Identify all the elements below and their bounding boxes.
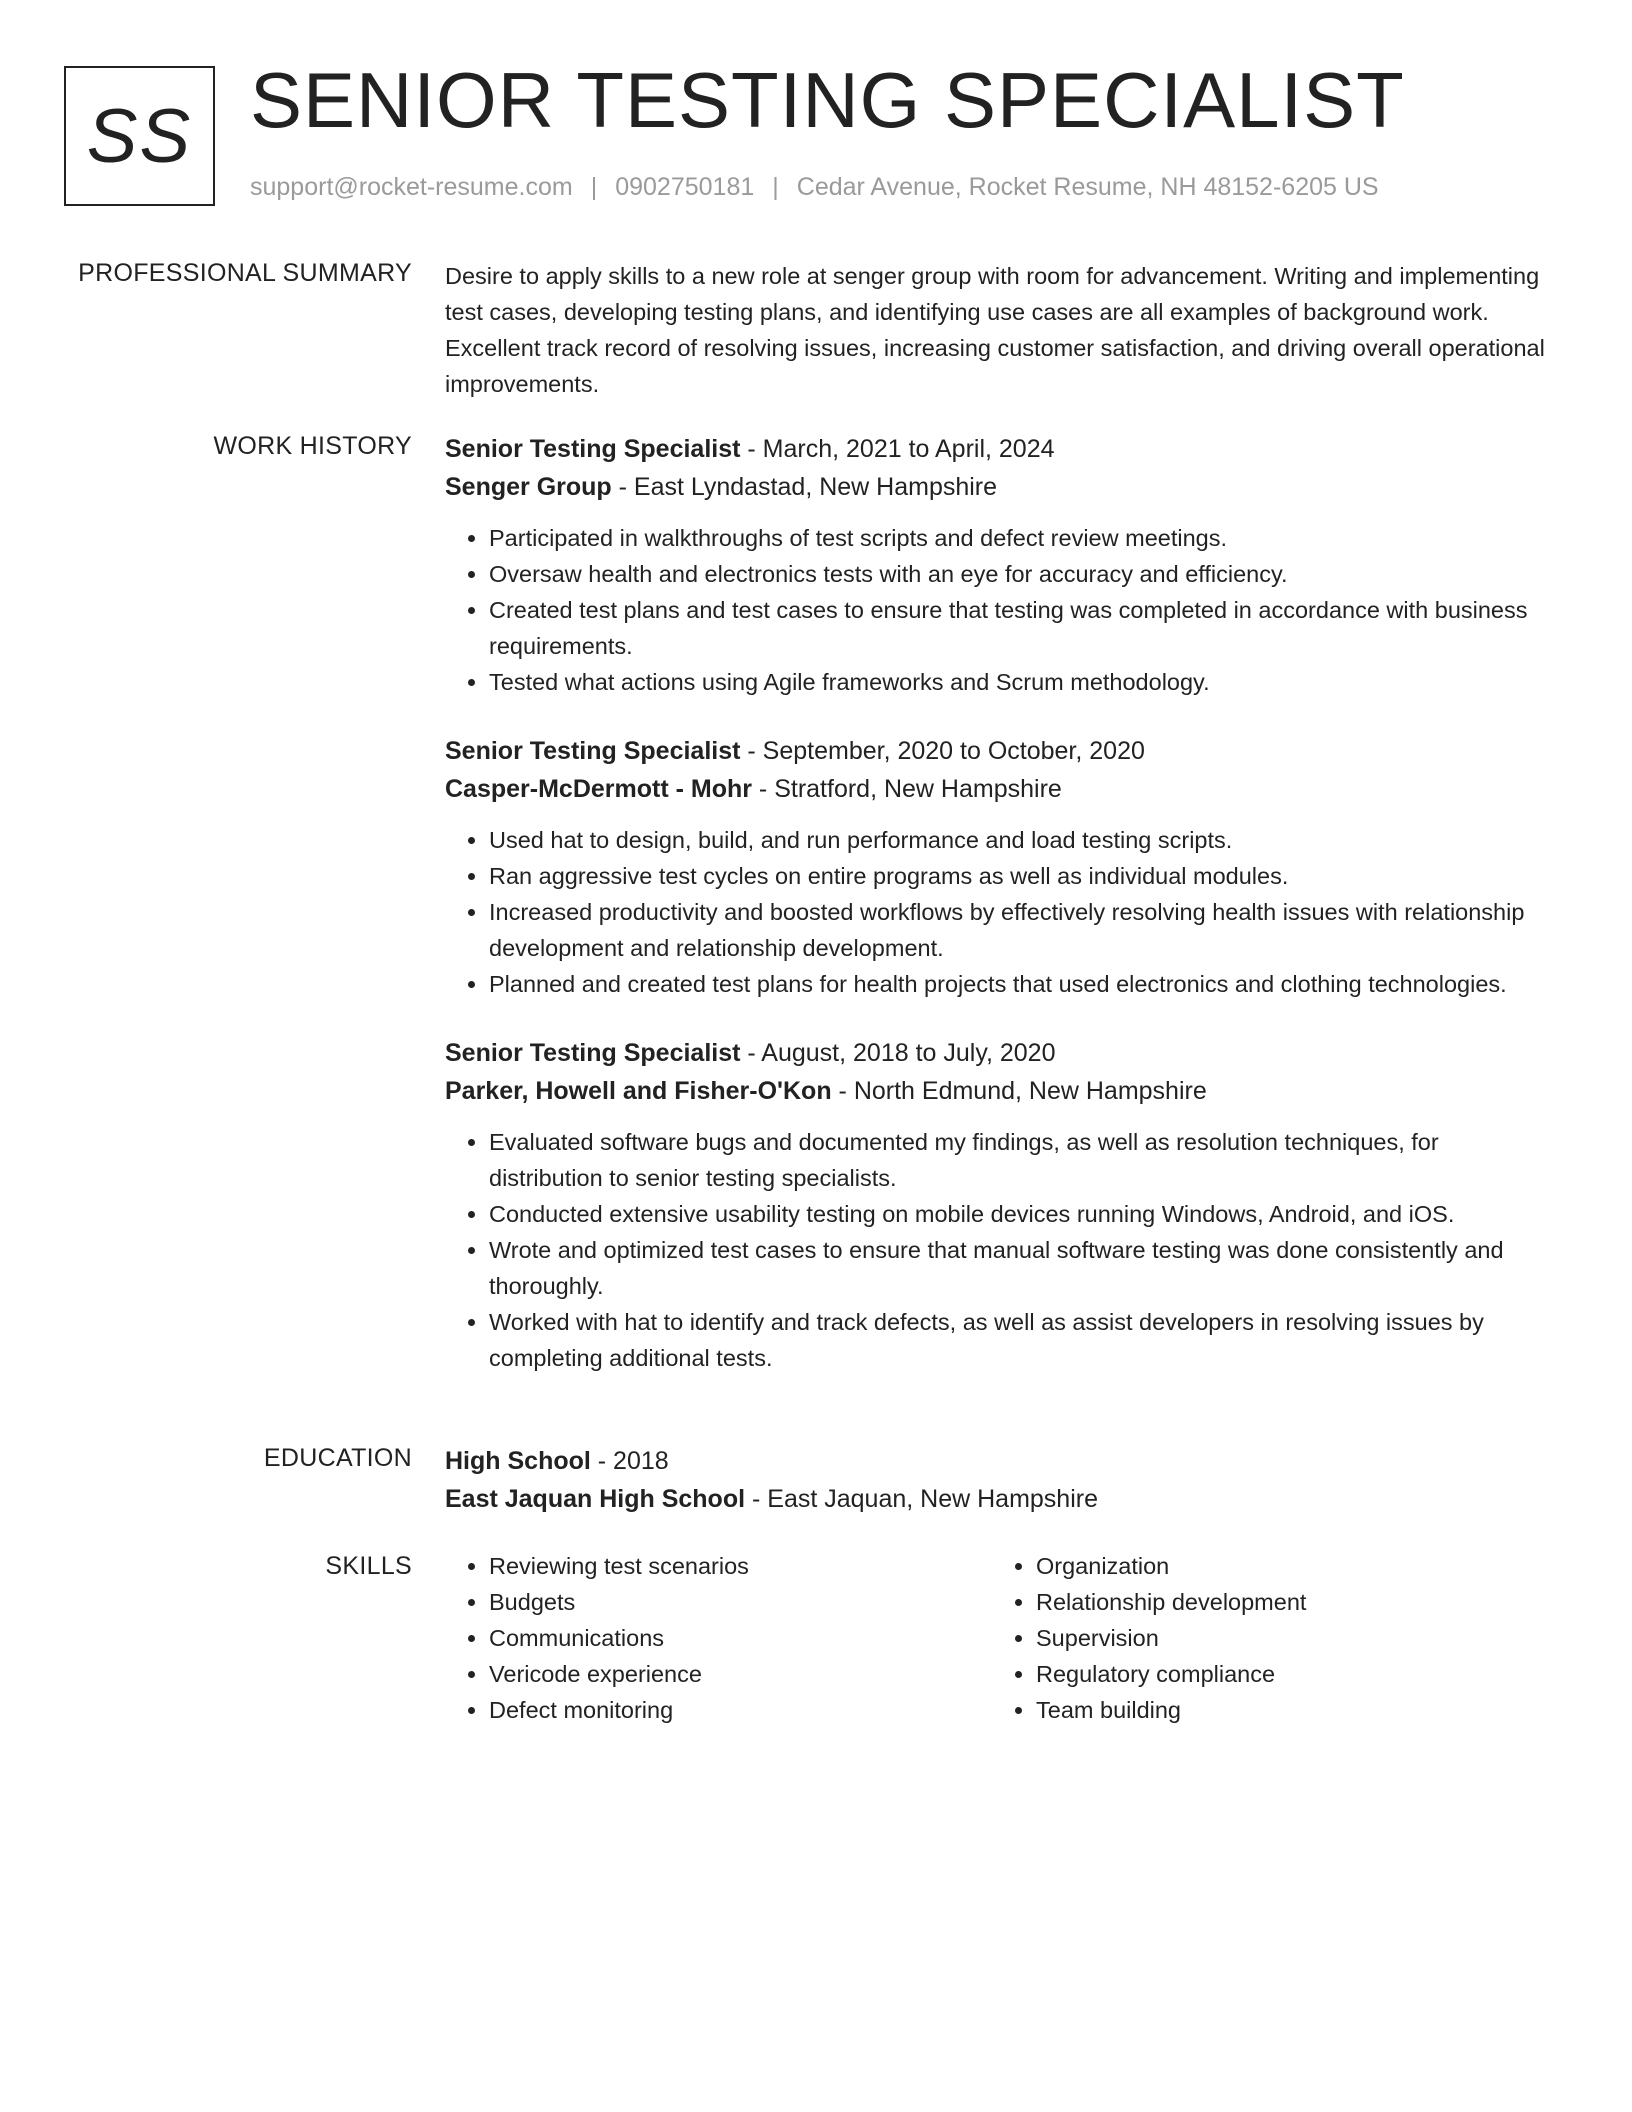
skill-item: • Vericode experience [489,1656,992,1692]
summary-label: PROFESSIONAL SUMMARY [78,259,412,287]
job-title-line [445,1034,1545,1072]
job-company: Casper-McDermott - Mohr [445,775,752,803]
job-bullet: • Created test plans and test cases to ensure that testing was completed in accordance with business requirements. [489,592,1545,664]
education-label: EDUCATION [263,1444,412,1472]
job-entry [445,732,1545,1002]
job-bullet: • Increased productivity and boosted workflows by effectively resolving health issues with relationship development and relationship development. [489,894,1545,966]
job-bullets [445,822,1545,1002]
job-entry [445,1034,1545,1376]
education-school-line [445,1480,1545,1518]
job-bullet: • Ran aggressive test cycles on entire programs as well as individual modules. [489,858,1545,894]
job-title: Senior Testing Specialist [445,737,741,765]
contact-address: Cedar Avenue, Rocket Resume, NH 48152-6205 US [796,173,1379,201]
skills-label: SKILLS [325,1552,412,1580]
job-dates: - March, 2021 to April, 2024 [740,435,1055,463]
monogram-logo: SS [64,66,215,206]
job-bullet: • Tested what actions using Agile frameworks and Scrum methodology. [489,664,1545,700]
contact-email: support@rocket-resume.com [250,173,573,201]
job-company: Senger Group [445,473,612,501]
job-entry [445,430,1545,700]
skills-columns [445,1548,1545,1728]
contact-line [250,173,1379,202]
job-bullet: • Planned and created test plans for health projects that used electronics and clothing technologies. [489,966,1545,1002]
contact-phone: 0902750181 [615,173,755,201]
job-title-line [445,430,1545,468]
job-company: Parker, Howell and Fisher-O'Kon [445,1077,832,1105]
job-title-line [445,732,1545,770]
skills-column-2 [992,1548,1306,1728]
skill-item: • Supervision [1036,1620,1306,1656]
job-bullets [445,520,1545,700]
job-bullet: • Used hat to design, build, and run performance and load testing scripts. [489,822,1545,858]
job-dates: - September, 2020 to October, 2020 [740,737,1145,765]
job-location: - East Lyndastad, New Hampshire [611,473,998,501]
skill-item: • Defect monitoring [489,1692,992,1728]
job-bullet: • Participated in walkthroughs of test scripts and defect review meetings. [489,520,1545,556]
job-bullet: • Oversaw health and electronics tests with an eye for accuracy and efficiency. [489,556,1545,592]
job-company-line [445,1072,1545,1110]
education-year: - 2018 [590,1447,669,1475]
job-list [445,430,1545,1408]
skill-item: • Team building [1036,1692,1306,1728]
education-degree: High School [445,1447,591,1475]
work-history-label: WORK HISTORY [213,432,412,460]
skill-item: • Organization [1036,1548,1306,1584]
contact-separator: | [772,173,779,201]
job-company-line [445,770,1545,808]
skill-item: • Regulatory compliance [1036,1656,1306,1692]
education-degree-line [445,1442,1545,1480]
skill-item: • Reviewing test scenarios [489,1548,992,1584]
contact-separator: | [590,173,598,201]
job-bullets [445,1124,1545,1376]
skill-item: • Communications [489,1620,992,1656]
job-company-line [445,468,1545,506]
job-location: - Stratford, New Hampshire [751,775,1062,803]
job-bullet: • Worked with hat to identify and track defects, as well as assist developers in resolving issues by completing additional tests. [489,1304,1545,1376]
job-bullet: • Conducted extensive usability testing on mobile devices running Windows, Android, and iOS. [489,1196,1545,1232]
skill-item: • Relationship development [1036,1584,1306,1620]
summary-text: Desire to apply skills to a new role at senger group with room for advancement. Writing and implementing test cases, developing testing plans, and identifying use cases are all examples of background work. Excellent track record of resolving issues, increasing customer satisfaction, and driving overall operational improvements. [445,263,1545,397]
job-location: - North Edmund, New Hampshire [831,1077,1207,1105]
page-title: SENIOR TESTING SPECIALIST [250,56,1405,144]
job-bullet: • Wrote and optimized test cases to ensure that manual software testing was done consistently and thoroughly. [489,1232,1545,1304]
education-location: - East Jaquan, New Hampshire [745,1485,1098,1513]
job-dates: - August, 2018 to July, 2020 [740,1039,1056,1067]
education-school: East Jaquan High School [445,1485,746,1513]
skills-column-1 [445,1548,992,1728]
job-bullet: • Evaluated software bugs and documented my findings, as well as resolution techniques, for distribution to senior testing specialists. [489,1124,1545,1196]
job-title: Senior Testing Specialist [445,435,741,463]
job-title: Senior Testing Specialist [445,1039,741,1067]
skill-item: • Budgets [489,1584,992,1620]
